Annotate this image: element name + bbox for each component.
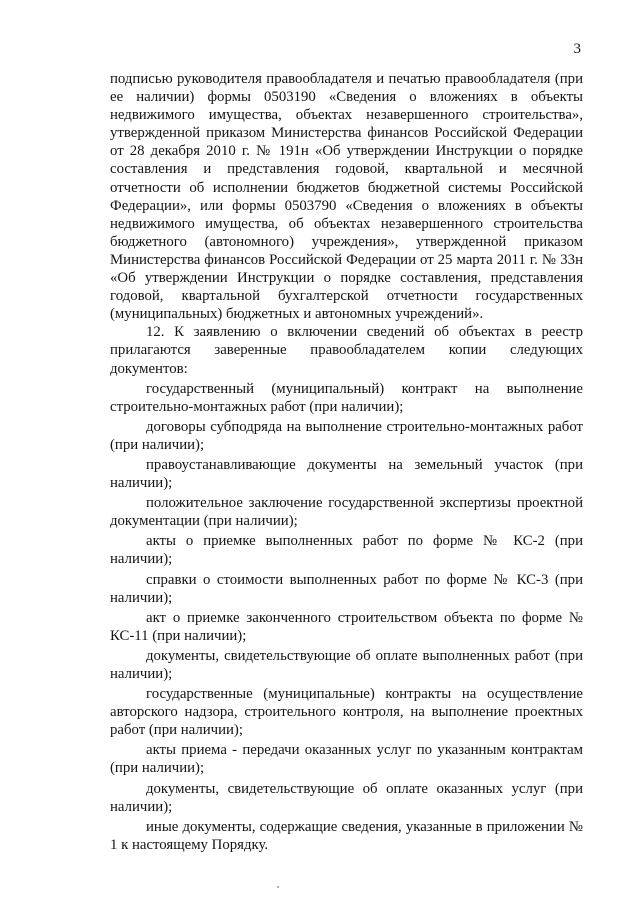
list-item: договоры субподряда на выполнение строительно-монтажных работ (при наличии); [110,418,583,453]
list-item: правоустанавливающие документы на земельный участок (при наличии); [110,456,583,492]
list-item: акты приема - передачи оказанных услуг по указанным контрактам (при наличии); [110,742,583,777]
list-item: документы, свидетельствующие об оплате выполненных работ (при наличии); [110,647,583,682]
list-item: акт о приемке законченного строительством объекта по форме № КС-11 (при наличии); [110,609,583,644]
list-item: акты о приемке выполненных работ по форме № КС-2 (при наличии); [110,533,583,568]
list-item: государственные (муниципальные) контракты на осуществление авторского надзора, строительного контроля, на выполнение проектных работ (при наличии); [110,686,583,739]
documents-list [110,380,583,854]
list-item: положительное заключение государственной экспертизы проектной документации (при наличии); [110,495,583,530]
list-item: государственный (муниципальный) контракт на выполнение строительно-монтажных работ (при наличии); [110,380,583,415]
list-item: справки о стоимости выполненных работ по форме № КС-3 (при наличии); [110,571,583,606]
document-body [110,70,583,854]
page-number: 3 [573,41,581,57]
scan-artifact [277,886,279,888]
list-item: иные документы, содержащие сведения, указанные в приложении № 1 к настоящему Порядку. [110,818,583,853]
paragraph-item-12: 12. К заявлению о включении сведений об объектах в реестр прилагаются заверенные правообладателем копии следующих документов: [110,324,583,377]
list-item: документы, свидетельствующие об оплате оказанных услуг (при наличии); [110,780,583,815]
paragraph-continuation: подписью руководителя правообладателя и печатью правообладателя (при ее наличии) формы 0503190 «Сведения о вложениях в объекты недвижимого имущества, объектах незавершенного строительства», утвержденной приказом Министерства финансов Российской Федерации от 28 декабря 2010 г. № 191н «Об утверждении Инструкции о порядке составления и представления годовой, квартальной и месячной отчетности об исполнении бюджетов бюджетной системы Российской Федерации», или формы 0503790 «Сведения о вложениях в объекты недвижимого имущества, об объектах незавершенного строительства бюджетного (автономного) учреждения», утвержденной приказом Министерства финансов Российской Федерации от 25 марта 2011 г. № 33н «Об утверждении Инструкции о порядке составления, представления годовой, квартальной бухгалтерской отчетности государственных (муниципальных) бюджетных и автономных учреждений». [110,71,583,323]
